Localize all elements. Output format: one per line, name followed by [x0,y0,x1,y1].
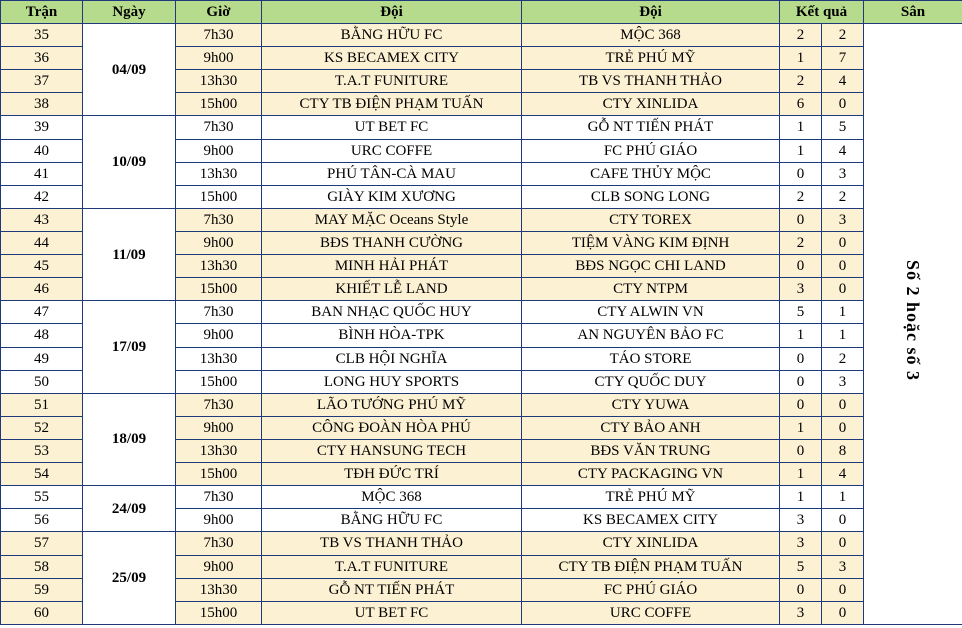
score-away: 0 [822,578,864,601]
match-number: 45 [1,255,83,278]
team-home: GỖ NT TIẾN PHÁT [262,578,522,601]
header-result: Kết quả [780,1,864,24]
match-row [1,116,962,139]
match-date: 18/09 [83,393,176,485]
score-away: 2 [822,24,864,47]
schedule-body [1,24,962,625]
team-away: CTY XINLIDA [522,93,780,116]
score-home: 0 [780,208,822,231]
header-row [1,1,962,24]
match-time: 15h00 [176,463,262,486]
score-home: 2 [780,185,822,208]
match-number: 48 [1,324,83,347]
team-home: BẰNG HỮU FC [262,509,522,532]
team-away: TRẺ PHÚ MỸ [522,486,780,509]
score-home: 3 [780,278,822,301]
team-home: BÌNH HÒA-TPK [262,324,522,347]
score-home: 0 [780,347,822,370]
match-number: 49 [1,347,83,370]
team-away: CTY ALWIN VN [522,301,780,324]
match-time: 13h30 [176,70,262,93]
score-home: 3 [780,601,822,624]
match-time: 15h00 [176,370,262,393]
team-away: CTY TOREX [522,208,780,231]
score-away: 3 [822,555,864,578]
team-home: KHIẾT LỄ LAND [262,278,522,301]
match-time: 7h30 [176,116,262,139]
team-away: CTY NTPM [522,278,780,301]
score-home: 0 [780,162,822,185]
score-away: 0 [822,601,864,624]
header-match: Trận [1,1,83,24]
score-home: 2 [780,70,822,93]
team-away: GỖ NT TIẾN PHÁT [522,116,780,139]
score-home: 0 [780,370,822,393]
team-home: T.A.T FUNITURE [262,555,522,578]
match-row [1,486,962,509]
match-time: 9h00 [176,47,262,70]
team-home: MỘC 368 [262,486,522,509]
match-number: 40 [1,139,83,162]
match-number: 54 [1,463,83,486]
score-away: 3 [822,208,864,231]
score-away: 0 [822,93,864,116]
score-away: 0 [822,532,864,555]
team-away: CLB SONG LONG [522,185,780,208]
team-away: URC COFFE [522,601,780,624]
match-date: 10/09 [83,116,176,208]
score-home: 3 [780,532,822,555]
score-away: 7 [822,47,864,70]
match-time: 7h30 [176,532,262,555]
score-home: 6 [780,93,822,116]
team-away: BĐS NGỌC CHI LAND [522,255,780,278]
match-row [1,208,962,231]
score-away: 0 [822,255,864,278]
match-number: 44 [1,231,83,254]
team-home: UT BET FC [262,116,522,139]
match-date: 24/09 [83,486,176,532]
team-away: FC PHÚ GIÁO [522,139,780,162]
score-away: 1 [822,324,864,347]
match-time: 15h00 [176,601,262,624]
match-number: 58 [1,555,83,578]
score-away: 0 [822,231,864,254]
match-number: 51 [1,393,83,416]
match-number: 52 [1,416,83,439]
team-away: TRẺ PHÚ MỸ [522,47,780,70]
match-number: 42 [1,185,83,208]
team-home: CTY TB ĐIỆN PHẠM TUẤN [262,93,522,116]
team-home: GIÀY KIM XƯƠNG [262,185,522,208]
match-row [1,393,962,416]
match-number: 39 [1,116,83,139]
team-home: LÃO TƯỚNG PHÚ MỸ [262,393,522,416]
team-home: PHÚ TÂN-CÀ MAU [262,162,522,185]
score-away: 8 [822,439,864,462]
score-away: 2 [822,185,864,208]
venue-cell [864,24,962,625]
team-away: BĐS VĂN TRUNG [522,439,780,462]
score-home: 5 [780,555,822,578]
match-row [1,532,962,555]
team-home: BẰNG HỮU FC [262,24,522,47]
score-away: 0 [822,393,864,416]
header-date: Ngày [83,1,176,24]
match-number: 55 [1,486,83,509]
match-time: 9h00 [176,139,262,162]
score-home: 5 [780,301,822,324]
score-away: 4 [822,463,864,486]
match-time: 7h30 [176,486,262,509]
score-away: 3 [822,370,864,393]
match-time: 7h30 [176,208,262,231]
score-home: 1 [780,139,822,162]
match-row [1,301,962,324]
team-away: MỘC 368 [522,24,780,47]
match-number: 36 [1,47,83,70]
team-away: CTY XINLIDA [522,532,780,555]
match-time: 15h00 [176,278,262,301]
score-away: 1 [822,301,864,324]
team-home: LONG HUY SPORTS [262,370,522,393]
score-away: 3 [822,162,864,185]
venue-label: Số 2 hoặc số 3 [903,260,924,382]
match-number: 56 [1,509,83,532]
score-home: 2 [780,24,822,47]
match-time: 7h30 [176,301,262,324]
match-time: 15h00 [176,93,262,116]
team-away: TIỆM VÀNG KIM ĐỊNH [522,231,780,254]
match-number: 35 [1,24,83,47]
team-away: TÁO STORE [522,347,780,370]
team-away: AN NGUYÊN BẢO FC [522,324,780,347]
team-away: CTY YUWA [522,393,780,416]
header-venue: Sân [864,1,962,24]
team-home: URC COFFE [262,139,522,162]
team-home: BAN NHẠC QUỐC HUY [262,301,522,324]
match-time: 9h00 [176,555,262,578]
match-time: 13h30 [176,347,262,370]
score-away: 0 [822,278,864,301]
match-date: 11/09 [83,208,176,300]
score-away: 0 [822,509,864,532]
match-time: 13h30 [176,255,262,278]
score-away: 4 [822,70,864,93]
match-number: 60 [1,601,83,624]
team-away: CTY BẢO ANH [522,416,780,439]
match-number: 50 [1,370,83,393]
header-team2: Đội [522,1,780,24]
match-number: 37 [1,70,83,93]
match-time: 9h00 [176,509,262,532]
match-number: 59 [1,578,83,601]
team-home: MINH HẢI PHÁT [262,255,522,278]
header-team1: Đội [262,1,522,24]
score-home: 1 [780,416,822,439]
score-home: 1 [780,324,822,347]
score-home: 0 [780,393,822,416]
match-number: 47 [1,301,83,324]
team-away: FC PHÚ GIÁO [522,578,780,601]
score-home: 0 [780,439,822,462]
match-time: 7h30 [176,24,262,47]
score-home: 3 [780,509,822,532]
team-away: CAFE THỦY MỘC [522,162,780,185]
header-time: Giờ [176,1,262,24]
match-date: 17/09 [83,301,176,393]
score-home: 2 [780,231,822,254]
team-home: CLB HỘI NGHĨA [262,347,522,370]
team-away: TB VS THANH THẢO [522,70,780,93]
match-time: 9h00 [176,231,262,254]
match-date: 25/09 [83,532,176,625]
score-home: 1 [780,486,822,509]
match-number: 43 [1,208,83,231]
score-home: 1 [780,47,822,70]
match-number: 46 [1,278,83,301]
team-home: CÔNG ĐOÀN HÒA PHÚ [262,416,522,439]
match-time: 9h00 [176,416,262,439]
score-home: 0 [780,255,822,278]
match-time: 13h30 [176,162,262,185]
score-home: 0 [780,578,822,601]
score-away: 1 [822,486,864,509]
match-number: 41 [1,162,83,185]
match-time: 13h30 [176,439,262,462]
match-date: 04/09 [83,24,176,116]
team-away: CTY PACKAGING VN [522,463,780,486]
team-home: MAY MẶC Oceans Style [262,208,522,231]
score-home: 1 [780,463,822,486]
match-number: 53 [1,439,83,462]
match-time: 13h30 [176,578,262,601]
match-number: 57 [1,532,83,555]
team-home: UT BET FC [262,601,522,624]
score-home: 1 [780,116,822,139]
match-row [1,24,962,47]
team-home: BĐS THANH CƯỜNG [262,231,522,254]
match-time: 9h00 [176,324,262,347]
score-away: 5 [822,116,864,139]
team-home: KS BECAMEX CITY [262,47,522,70]
score-away: 4 [822,139,864,162]
team-away: CTY TB ĐIỆN PHẠM TUẤN [522,555,780,578]
team-home: TĐH ĐỨC TRÍ [262,463,522,486]
match-time: 7h30 [176,393,262,416]
team-away: CTY QUỐC DUY [522,370,780,393]
team-away: KS BECAMEX CITY [522,509,780,532]
team-home: T.A.T FUNITURE [262,70,522,93]
team-home: TB VS THANH THẢO [262,532,522,555]
score-away: 2 [822,347,864,370]
score-away: 0 [822,416,864,439]
match-time: 15h00 [176,185,262,208]
match-number: 38 [1,93,83,116]
team-home: CTY HANSUNG TECH [262,439,522,462]
